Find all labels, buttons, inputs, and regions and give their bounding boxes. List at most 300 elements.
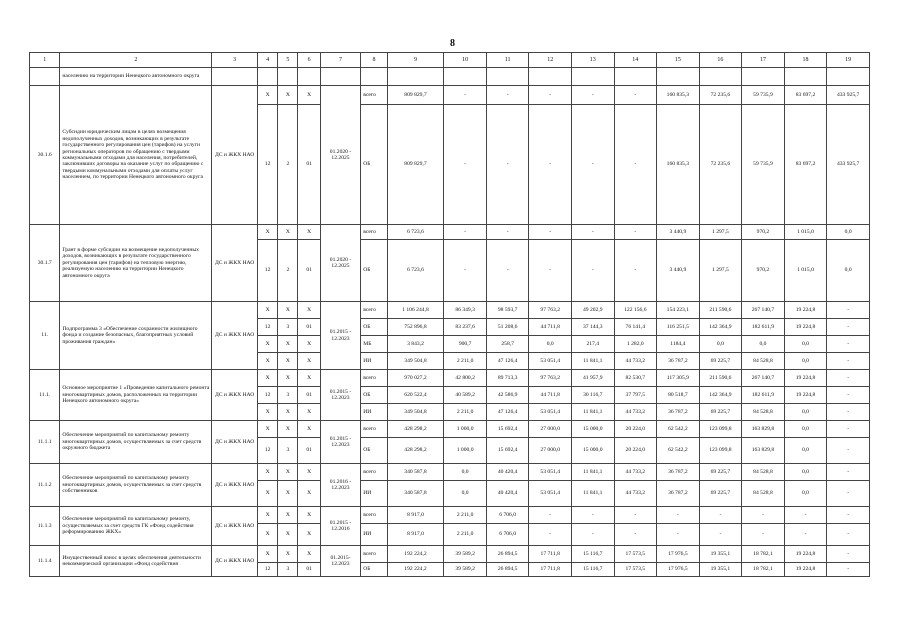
column-number-cell: 19: [827, 53, 870, 68]
value-cell: 19 224,8: [784, 563, 827, 577]
value-cell: 15 692,4: [486, 438, 529, 464]
value-cell: 72 235,6: [699, 105, 742, 225]
value-cell: -: [657, 507, 700, 524]
empty-cell: [614, 68, 657, 86]
code-cell: 01: [298, 438, 320, 464]
source-cell: ИИ: [361, 353, 387, 370]
value-cell: 47 126,4: [486, 353, 529, 370]
source-cell: ОБ: [361, 105, 387, 225]
value-cell: -: [614, 86, 657, 105]
item-name-cell: Субсидии юридическим лицам в целях возмещения недополученных доходов, возникающих в результате государственного регулирования цен (тарифов) на услуги региональных операторов по обращению с твердыми коммунальными отходами для населения, потребителей, заключивших договоры на оказание услуг по обращению с твердыми коммунальными отходами для оплаты услуг населением, по территории Ненецкого автономного округа: [60, 86, 212, 225]
value-cell: 17 711,8: [529, 546, 572, 563]
code-cell: X: [257, 421, 277, 438]
value-cell: 428 298,2: [387, 438, 444, 464]
value-cell: 44 733,2: [614, 464, 657, 481]
value-cell: -: [571, 240, 614, 302]
code-cell: 3: [278, 438, 298, 464]
code-cell: X: [257, 524, 277, 546]
period-cell: 01.2015- 12.2023: [320, 546, 361, 577]
value-cell: 15 000,0: [571, 421, 614, 438]
value-cell: 47 126,4: [486, 404, 529, 421]
value-cell: 15 000,0: [571, 438, 614, 464]
executor-cell: ДС и ЖКХ НАО: [212, 507, 258, 546]
item-name-cell: Имущественный взнос в целях обеспечения деятельности некоммерческой организации «Фонд содействия: [60, 546, 212, 577]
value-cell: -: [784, 507, 827, 524]
value-cell: -: [827, 370, 870, 387]
value-cell: -: [827, 481, 870, 507]
value-cell: 1 297,5: [699, 240, 742, 302]
value-cell: -: [657, 524, 700, 546]
code-cell: 12: [257, 438, 277, 464]
code-cell: X: [298, 481, 320, 507]
period-cell: 01.2020 - 12.2025: [320, 86, 361, 225]
item-name-cell: Обеспечение мероприятий по капитальному ремонту, осуществляемых за счет средств ГК «Фонд содействия реформированию ЖКХ»: [60, 507, 212, 546]
value-cell: 15 692,4: [486, 421, 529, 438]
value-cell: 6 723,6: [387, 240, 444, 302]
value-cell: 20 224,0: [614, 421, 657, 438]
table-row: [30, 507, 870, 524]
value-cell: -: [827, 464, 870, 481]
value-cell: -: [699, 507, 742, 524]
value-cell: 37 797,5: [614, 387, 657, 404]
code-cell: X: [257, 302, 277, 319]
value-cell: 1 000,0: [444, 438, 487, 464]
empty-cell: [784, 68, 827, 86]
value-cell: -: [784, 524, 827, 546]
value-cell: 809 829,7: [387, 105, 444, 225]
table-row: [30, 370, 870, 387]
value-cell: 0,0: [784, 464, 827, 481]
value-cell: 217,4: [571, 336, 614, 353]
table-row: [30, 546, 870, 563]
value-cell: 11 841,1: [571, 464, 614, 481]
value-cell: -: [614, 507, 657, 524]
value-cell: -: [614, 524, 657, 546]
item-name-cell: населению на территории Ненецкого автономного округа: [60, 68, 212, 86]
value-cell: 2 211,0: [444, 524, 487, 546]
value-cell: 30 116,7: [571, 387, 614, 404]
value-cell: 2 211,0: [444, 404, 487, 421]
value-cell: 0,0: [742, 336, 785, 353]
value-cell: 69 225,7: [699, 464, 742, 481]
value-cell: 6 706,0: [486, 507, 529, 524]
value-cell: -: [827, 353, 870, 370]
code-cell: X: [257, 507, 277, 524]
value-cell: -: [827, 421, 870, 438]
value-cell: 36 787,2: [657, 353, 700, 370]
column-number-cell: 12: [529, 53, 572, 68]
value-cell: -: [571, 225, 614, 240]
value-cell: -: [614, 225, 657, 240]
period-cell: 01.2016 - 12.2023: [320, 464, 361, 507]
table-row: [30, 464, 870, 481]
value-cell: 42 800,2: [444, 370, 487, 387]
code-cell: X: [278, 421, 298, 438]
value-cell: 3 843,2: [387, 336, 444, 353]
value-cell: 116 251,5: [657, 319, 700, 336]
value-cell: 160 835,3: [657, 86, 700, 105]
code-cell: X: [278, 86, 298, 105]
source-cell: всего: [361, 302, 387, 319]
code-cell: X: [278, 302, 298, 319]
executor-cell: ДС и ЖКХ НАО: [212, 225, 258, 302]
item-id-cell: 11.1.4: [30, 546, 60, 577]
source-cell: ОБ: [361, 319, 387, 336]
empty-cell: [298, 68, 320, 86]
value-cell: 84 528,8: [742, 404, 785, 421]
code-cell: 2: [278, 105, 298, 225]
value-cell: 160 835,3: [657, 105, 700, 225]
value-cell: 428 298,2: [387, 421, 444, 438]
value-cell: -: [571, 507, 614, 524]
column-number-row: [30, 53, 870, 68]
value-cell: 20 224,0: [614, 438, 657, 464]
value-cell: 340 587,8: [387, 481, 444, 507]
value-cell: 1 015,0: [784, 225, 827, 240]
value-cell: -: [827, 302, 870, 319]
item-name-cell: Грант в форме субсидии на возмещение недополученных доходов, возникающих в результате государственного регулирования цен (тарифов) на тепловую энергию, реализуемую населению на территории Ненецкого автономного округа: [60, 225, 212, 302]
code-cell: 3: [278, 563, 298, 577]
value-cell: 0,0: [784, 438, 827, 464]
code-cell: X: [298, 370, 320, 387]
empty-cell: [827, 68, 870, 86]
value-cell: 211 590,6: [699, 302, 742, 319]
value-cell: 49 202,9: [571, 302, 614, 319]
value-cell: 80 518,7: [657, 387, 700, 404]
item-id-cell: 11.1.3: [30, 507, 60, 546]
code-cell: X: [257, 86, 277, 105]
code-cell: X: [257, 546, 277, 563]
code-cell: 12: [257, 387, 277, 404]
value-cell: 36 787,2: [657, 404, 700, 421]
value-cell: 97 763,2: [529, 302, 572, 319]
value-cell: -: [827, 404, 870, 421]
value-cell: 0,0: [784, 353, 827, 370]
continuation-row: [30, 68, 870, 86]
value-cell: 76 141,4: [614, 319, 657, 336]
value-cell: -: [827, 563, 870, 577]
value-cell: 258,7: [486, 336, 529, 353]
code-cell: X: [278, 353, 298, 370]
period-cell: 01.2020 - 12.2025: [320, 225, 361, 302]
executor-cell: ДС и ЖКХ НАО: [212, 370, 258, 421]
value-cell: 433 925,7: [827, 86, 870, 105]
source-cell: всего: [361, 507, 387, 524]
value-cell: 340 587,8: [387, 464, 444, 481]
source-cell: МБ: [361, 336, 387, 353]
value-cell: -: [444, 105, 487, 225]
value-cell: 970,2: [742, 240, 785, 302]
code-cell: X: [298, 546, 320, 563]
value-cell: 83 697,2: [784, 86, 827, 105]
value-cell: 11 841,1: [571, 481, 614, 507]
value-cell: -: [529, 524, 572, 546]
value-cell: 41 957,9: [571, 370, 614, 387]
value-cell: 154 223,1: [657, 302, 700, 319]
value-cell: -: [827, 546, 870, 563]
executor-cell: ДС и ЖКХ НАО: [212, 302, 258, 370]
value-cell: -: [827, 319, 870, 336]
value-cell: 19 355,1: [699, 546, 742, 563]
code-cell: 12: [257, 240, 277, 302]
value-cell: -: [444, 240, 487, 302]
table-row: [30, 421, 870, 438]
value-cell: 62 542,2: [657, 421, 700, 438]
value-cell: -: [827, 387, 870, 404]
code-cell: 01: [298, 387, 320, 404]
code-cell: X: [278, 370, 298, 387]
value-cell: 83 237,6: [444, 319, 487, 336]
source-cell: всего: [361, 464, 387, 481]
value-cell: 40 420,4: [486, 464, 529, 481]
code-cell: 01: [298, 105, 320, 225]
value-cell: 44 733,2: [614, 481, 657, 507]
value-cell: 72 235,6: [699, 86, 742, 105]
value-cell: -: [614, 240, 657, 302]
value-cell: 0,0: [827, 225, 870, 240]
value-cell: 19 224,8: [784, 319, 827, 336]
empty-cell: [212, 68, 258, 86]
value-cell: 970,2: [742, 225, 785, 240]
value-cell: 752 896,8: [387, 319, 444, 336]
item-name-cell: Подпрограмма 3 «Обеспечение сохранности жилищного фонда и создание безопасных, благоприятных условий проживания граждан»: [60, 302, 212, 370]
value-cell: 86 349,3: [444, 302, 487, 319]
item-id-cell: 11.: [30, 302, 60, 370]
value-cell: 970 027,2: [387, 370, 444, 387]
empty-cell: [529, 68, 572, 86]
value-cell: 18 782,1: [742, 546, 785, 563]
value-cell: -: [614, 105, 657, 225]
value-cell: -: [571, 86, 614, 105]
value-cell: 182 611,9: [742, 387, 785, 404]
value-cell: 0,0: [784, 481, 827, 507]
value-cell: 142 364,9: [699, 319, 742, 336]
empty-cell: [444, 68, 487, 86]
value-cell: 122 156,6: [614, 302, 657, 319]
source-cell: ИИ: [361, 524, 387, 546]
value-cell: 900,7: [444, 336, 487, 353]
value-cell: 19 224,8: [784, 302, 827, 319]
code-cell: X: [257, 404, 277, 421]
item-id-cell: 30.1.6: [30, 86, 60, 225]
item-name-cell: Обеспечение мероприятий по капитальному ремонту многоквартирных домов, осуществляемых за счет средств окружного бюджета: [60, 421, 212, 464]
code-cell: X: [298, 507, 320, 524]
value-cell: 84 528,8: [742, 464, 785, 481]
value-cell: 42 586,9: [486, 387, 529, 404]
value-cell: 84 528,8: [742, 353, 785, 370]
value-cell: 192 224,2: [387, 563, 444, 577]
value-cell: -: [529, 240, 572, 302]
empty-cell: [361, 68, 387, 86]
value-cell: 84 528,8: [742, 481, 785, 507]
period-cell: 01.2015 - 12.2023: [320, 421, 361, 464]
value-cell: 211 590,6: [699, 370, 742, 387]
value-cell: 8 917,0: [387, 524, 444, 546]
code-cell: X: [298, 225, 320, 240]
item-name-cell: Основное мероприятие 1 «Проведение капитального ремонта многоквартирных домов, расположенных на территории Ненецкого автономного округа»: [60, 370, 212, 421]
value-cell: 0,0: [444, 464, 487, 481]
code-cell: X: [298, 464, 320, 481]
value-cell: 98 593,7: [486, 302, 529, 319]
value-cell: 123 099,8: [699, 438, 742, 464]
value-cell: 17 573,5: [614, 563, 657, 577]
table-row: [30, 302, 870, 319]
source-cell: ИИ: [361, 481, 387, 507]
source-cell: всего: [361, 421, 387, 438]
value-cell: 69 225,7: [699, 481, 742, 507]
code-cell: 3: [278, 319, 298, 336]
item-name-cell: Обеспечение мероприятий по капитальному ремонту многоквартирных домов, осуществляемых за счет средств собственников: [60, 464, 212, 507]
value-cell: 53 051,4: [529, 481, 572, 507]
column-number-cell: 8: [361, 53, 387, 68]
period-cell: 01.2015 - 12.2023: [320, 302, 361, 370]
code-cell: X: [298, 336, 320, 353]
item-id-cell: 30.1.7: [30, 225, 60, 302]
code-cell: X: [257, 336, 277, 353]
value-cell: -: [444, 225, 487, 240]
value-cell: 163 829,8: [742, 438, 785, 464]
empty-cell: [320, 68, 361, 86]
value-cell: -: [742, 507, 785, 524]
value-cell: 26 894,5: [486, 563, 529, 577]
value-cell: 44 733,2: [614, 404, 657, 421]
item-id-cell: 11.1.: [30, 370, 60, 421]
value-cell: -: [571, 105, 614, 225]
empty-cell: [486, 68, 529, 86]
value-cell: 62 542,2: [657, 438, 700, 464]
code-cell: 3: [278, 387, 298, 404]
value-cell: 1184,4: [657, 336, 700, 353]
value-cell: 11 841,1: [571, 404, 614, 421]
column-number-cell: 6: [298, 53, 320, 68]
value-cell: 163 829,8: [742, 421, 785, 438]
code-cell: X: [278, 225, 298, 240]
empty-cell: [742, 68, 785, 86]
code-cell: X: [257, 370, 277, 387]
code-cell: X: [298, 86, 320, 105]
empty-cell: [257, 68, 277, 86]
value-cell: 39 589,2: [444, 563, 487, 577]
value-cell: 123 099,8: [699, 421, 742, 438]
code-cell: 12: [257, 563, 277, 577]
value-cell: 8 917,0: [387, 507, 444, 524]
value-cell: 89 713,3: [486, 370, 529, 387]
value-cell: 97 763,2: [529, 370, 572, 387]
executor-cell: ДС и ЖКХ НАО: [212, 546, 258, 577]
source-cell: всего: [361, 370, 387, 387]
value-cell: 0,0: [784, 404, 827, 421]
code-cell: X: [298, 404, 320, 421]
value-cell: 44 711,8: [529, 319, 572, 336]
code-cell: 01: [298, 240, 320, 302]
value-cell: -: [486, 225, 529, 240]
value-cell: 59 735,9: [742, 105, 785, 225]
code-cell: 01: [298, 319, 320, 336]
value-cell: -: [486, 240, 529, 302]
value-cell: 809 829,7: [387, 86, 444, 105]
value-cell: 44 711,8: [529, 387, 572, 404]
empty-cell: [278, 68, 298, 86]
value-cell: -: [529, 225, 572, 240]
value-cell: 36 787,2: [657, 464, 700, 481]
value-cell: 27 000,0: [529, 421, 572, 438]
code-cell: X: [257, 481, 277, 507]
empty-cell: [699, 68, 742, 86]
column-number-cell: 17: [742, 53, 785, 68]
code-cell: X: [278, 404, 298, 421]
value-cell: 53 051,4: [529, 404, 572, 421]
value-cell: 349 504,8: [387, 353, 444, 370]
source-cell: ОБ: [361, 240, 387, 302]
item-id-cell: [30, 68, 60, 86]
code-cell: X: [298, 524, 320, 546]
column-number-cell: 16: [699, 53, 742, 68]
code-cell: 12: [257, 105, 277, 225]
code-cell: X: [278, 464, 298, 481]
period-cell: 01.2015 - 12.2023: [320, 370, 361, 421]
value-cell: 11 841,1: [571, 353, 614, 370]
value-cell: -: [827, 524, 870, 546]
value-cell: 82 530,7: [614, 370, 657, 387]
source-cell: ОБ: [361, 387, 387, 404]
value-cell: 36 787,2: [657, 481, 700, 507]
value-cell: 59 735,9: [742, 86, 785, 105]
value-cell: 19 355,1: [699, 563, 742, 577]
code-cell: X: [257, 225, 277, 240]
value-cell: -: [827, 438, 870, 464]
column-number-cell: 11: [486, 53, 529, 68]
value-cell: -: [827, 336, 870, 353]
value-cell: -: [827, 507, 870, 524]
value-cell: 6 706,0: [486, 524, 529, 546]
value-cell: -: [571, 524, 614, 546]
value-cell: 37 144,3: [571, 319, 614, 336]
column-number-cell: 7: [320, 53, 361, 68]
value-cell: 0,0: [784, 421, 827, 438]
value-cell: 349 504,8: [387, 404, 444, 421]
value-cell: 0,0: [784, 336, 827, 353]
value-cell: 18 782,1: [742, 563, 785, 577]
value-cell: 19 224,8: [784, 387, 827, 404]
value-cell: 51 208,6: [486, 319, 529, 336]
table-body: [30, 53, 870, 577]
code-cell: 2: [278, 240, 298, 302]
value-cell: 1 015,0: [784, 240, 827, 302]
value-cell: 620 522,4: [387, 387, 444, 404]
value-cell: 69 225,7: [699, 404, 742, 421]
code-cell: X: [257, 464, 277, 481]
source-cell: ИИ: [361, 404, 387, 421]
value-cell: 17 976,5: [657, 546, 700, 563]
code-cell: X: [298, 421, 320, 438]
value-cell: 142 364,9: [699, 387, 742, 404]
value-cell: 40 589,2: [444, 387, 487, 404]
value-cell: 17 976,5: [657, 563, 700, 577]
code-cell: 12: [257, 319, 277, 336]
value-cell: 2 211,0: [444, 507, 487, 524]
value-cell: 3 440,9: [657, 225, 700, 240]
column-number-cell: 4: [257, 53, 277, 68]
value-cell: 3 440,9: [657, 240, 700, 302]
value-cell: 39 589,2: [444, 546, 487, 563]
value-cell: -: [486, 105, 529, 225]
value-cell: 433 925,7: [827, 105, 870, 225]
code-cell: X: [278, 546, 298, 563]
code-cell: 01: [298, 563, 320, 577]
column-number-cell: 9: [387, 53, 444, 68]
value-cell: 69 225,7: [699, 353, 742, 370]
executor-cell: ДС и ЖКХ НАО: [212, 464, 258, 507]
